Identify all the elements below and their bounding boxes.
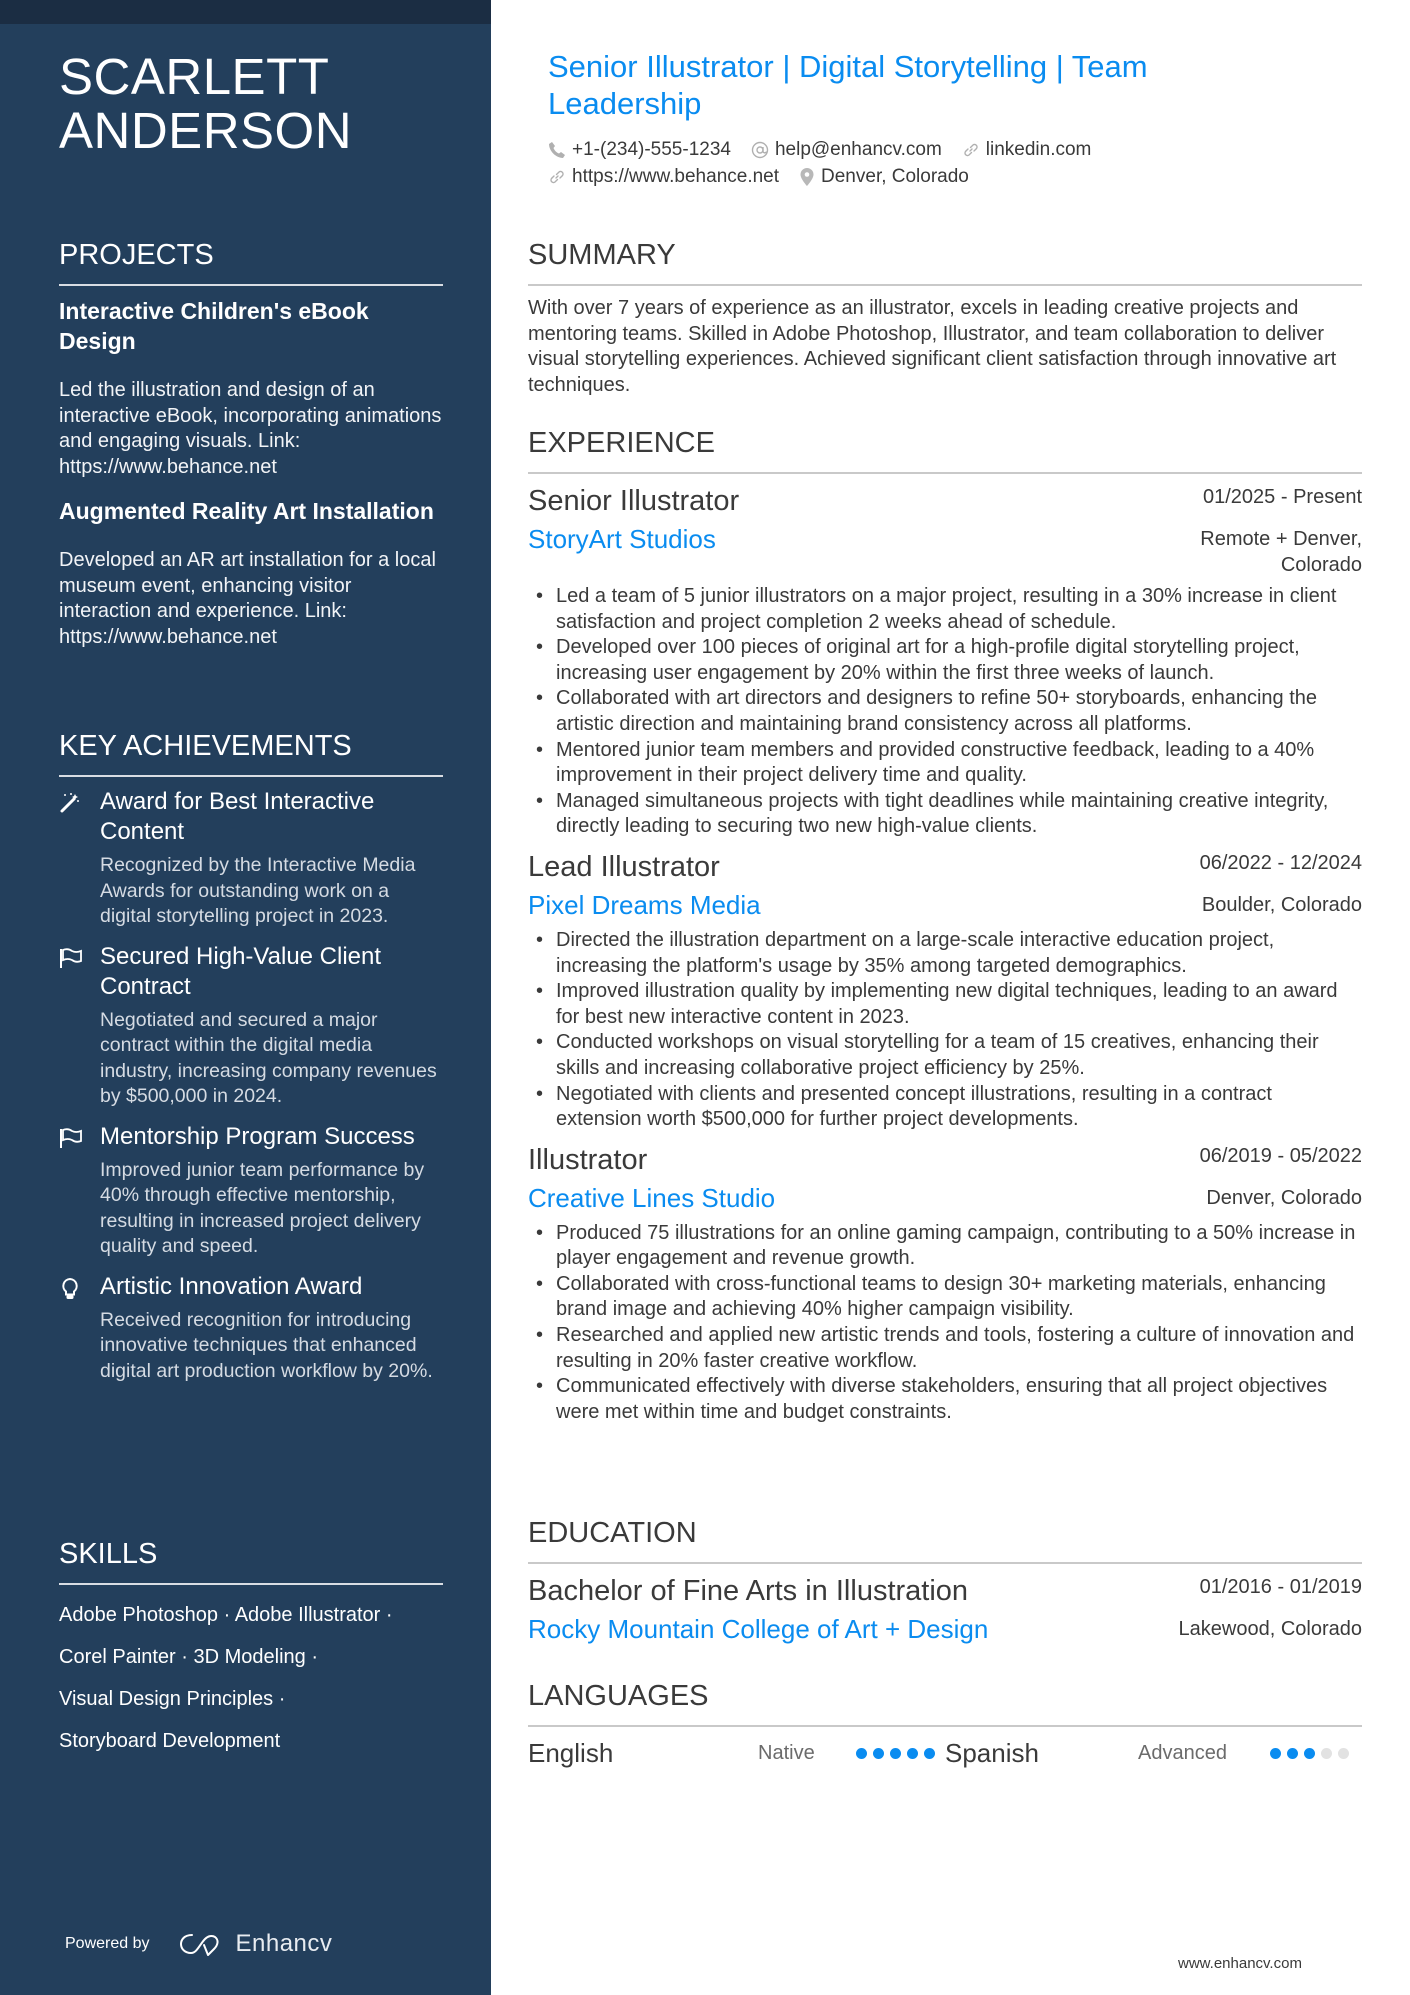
achievement-item	[59, 1272, 443, 1385]
sidebar	[0, 0, 491, 1995]
project-description: Developed an AR art installation for a local museum event, enhancing visitor interaction and experience. Link: https://www.behance.net	[59, 549, 436, 648]
dot-filled	[873, 1748, 884, 1759]
divider	[528, 1562, 1362, 1564]
achievement-item	[59, 787, 443, 930]
language-level: Native	[758, 1741, 815, 1764]
at-icon	[751, 141, 769, 159]
languages-section	[528, 1679, 1362, 1771]
job-title: Illustrator	[528, 1143, 648, 1176]
company-name: Pixel Dreams Media	[528, 889, 761, 920]
bullet-item: • Communicated effectively with diverse stakeholders, ensuring that all project objectives were met within time and budget constraints.	[528, 1374, 1362, 1425]
job-dates: 06/2022 - 12/2024	[1199, 851, 1362, 874]
project-item	[59, 296, 443, 480]
dot-filled	[890, 1748, 901, 1759]
dot-filled	[1304, 1748, 1315, 1759]
name-last: ANDERSON	[59, 102, 353, 159]
skills-line: Storyboard Development	[59, 1730, 281, 1752]
magic-wand-icon	[59, 787, 100, 930]
section-title-skills: SKILLS	[59, 1538, 158, 1570]
sidebar-top-band	[0, 0, 491, 24]
flag-icon	[59, 942, 100, 1110]
contact-location: Denver, Colorado	[799, 166, 969, 188]
achievement-description: Recognized by the Interactive Media Awards for outstanding work on a digital storytelling project in 2023.	[100, 854, 416, 927]
section-title-experience: EXPERIENCE	[528, 427, 715, 459]
achievements-section	[59, 729, 443, 1384]
enhancv-logo-icon	[178, 1931, 224, 1957]
section-title-achievements: KEY ACHIEVEMENTS	[59, 730, 352, 762]
proficiency-dots	[1270, 1748, 1355, 1759]
bullet-item: • Produced 75 illustrations for an online gaming campaign, contributing to a 50% increase in player engagement and revenue growth.	[528, 1221, 1362, 1272]
section-title-projects: PROJECTS	[59, 239, 214, 271]
lightbulb-icon	[59, 1272, 100, 1385]
name-first: SCARLETT	[59, 48, 330, 105]
divider	[528, 472, 1362, 474]
dot-filled	[907, 1748, 918, 1759]
proficiency-dots	[856, 1748, 941, 1759]
location-pin-icon	[799, 167, 815, 187]
bullet-item: • Improved illustration quality by implementing new digital techniques, leading to an award for best new interactive content in 2023.	[528, 979, 1362, 1030]
project-description: Led the illustration and design of an interactive eBook, incorporating animations and engaging visuals. Link: https://www.behance.net	[59, 379, 442, 478]
bullet-item: • Collaborated with art directors and designers to refine 50+ storyboards, enhancing the artistic direction and maintaining brand consistency across all platforms.	[528, 686, 1362, 737]
bullet-item: • Conducted workshops on visual storytelling for a team of 15 creatives, enhancing their skills and increasing collaborative project efficiency by 25%.	[528, 1030, 1362, 1081]
section-title-summary: SUMMARY	[528, 239, 676, 271]
job-location: Boulder, Colorado	[1201, 893, 1362, 916]
phone-icon	[548, 141, 566, 159]
contact-phone: +1-(234)-555-1234	[548, 139, 731, 161]
job-dates: 06/2019 - 05/2022	[1199, 1144, 1362, 1167]
contact-info	[548, 136, 1248, 190]
dot-empty	[1338, 1748, 1349, 1759]
job-bullets	[528, 928, 1362, 1133]
education-entry	[528, 1572, 1362, 1646]
job-entry	[528, 848, 1362, 1133]
contact-behance[interactable]: https://www.behance.net	[548, 166, 779, 188]
link-icon	[548, 168, 566, 186]
language-name: English	[528, 1737, 614, 1768]
achievement-title: Secured High-Value Client Contract	[100, 942, 382, 1000]
divider	[528, 284, 1362, 286]
contact-email[interactable]: help@enhancv.com	[751, 139, 942, 161]
candidate-name	[59, 50, 352, 158]
project-item	[59, 496, 443, 650]
job-entry	[528, 1141, 1362, 1426]
bullet-item: • Developed over 100 pieces of original art for a high-profile digital storytelling project, increasing user engagement by 20% within the first three weeks of launch.	[528, 635, 1362, 686]
divider	[59, 775, 443, 777]
summary-text: With over 7 years of experience as an illustrator, excels in leading creative projects and mentoring teams. Skilled in Adobe Photoshop, Illustrator, and team collaboration to deliver visual storytelling experiences. Achieved significant client satisfaction through innovative art techniques.	[528, 297, 1337, 396]
language-item	[945, 1738, 1362, 1769]
powered-by	[65, 1930, 332, 1958]
achievement-title: Award for Best Interactive Content	[100, 788, 375, 845]
enhancv-logo	[178, 1930, 333, 1958]
bullet-item: • Researched and applied new artistic trends and tools, fostering a culture of innovation and resulting in 20% faster creative workflow.	[528, 1323, 1362, 1374]
job-title: Senior Illustrator	[528, 485, 740, 517]
section-title-education: EDUCATION	[528, 1517, 697, 1549]
education-section	[528, 1516, 1362, 1646]
projects-section	[59, 238, 443, 650]
language-item	[528, 1738, 945, 1769]
headline: Senior Illustrator | Digital Storytelling | Team Leadership	[548, 49, 1148, 121]
experience-section	[528, 426, 1362, 1425]
job-bullets	[528, 584, 1362, 840]
summary-section	[528, 238, 1362, 398]
achievement-title: Mentorship Program Success	[100, 1122, 415, 1150]
contact-linkedin[interactable]: linkedin.com	[962, 139, 1092, 161]
job-title: Lead Illustrator	[528, 850, 720, 883]
divider	[528, 1725, 1362, 1727]
skills-section	[59, 1537, 443, 1753]
bullet-item: • Negotiated with clients and presented concept illustrations, resulting in a contract extension worth $500,000 for further project developments.	[528, 1082, 1362, 1133]
achievement-title: Artistic Innovation Award	[100, 1272, 363, 1300]
powered-by-label: Powered by	[65, 1935, 150, 1952]
company-name: StoryArt Studios	[528, 524, 716, 554]
skills-line: Visual Design Principles ·	[59, 1688, 286, 1710]
dot-filled	[856, 1748, 867, 1759]
bullet-item: • Led a team of 5 junior illustrators on a major project, resulting in a 30% increase in client satisfaction and project completion 2 weeks ahead of schedule.	[528, 584, 1362, 635]
job-location: Remote + Denver, Colorado	[1200, 528, 1362, 576]
job-entry	[528, 482, 1362, 840]
project-title: Interactive Children's eBook Design	[59, 298, 369, 354]
language-level: Advanced	[1138, 1741, 1227, 1764]
bullet-item: • Collaborated with cross-functional teams to design 30+ marketing materials, enhancing brand image and achieving 40% higher campaign visibility.	[528, 1272, 1362, 1323]
school-name: Rocky Mountain College of Art + Design	[528, 1614, 989, 1644]
degree: Bachelor of Fine Arts in Illustration	[528, 1575, 969, 1607]
achievement-description: Improved junior team performance by 40% through effective mentorship, resulting in increased project delivery quality and speed.	[100, 1158, 425, 1257]
job-dates: 01/2025 - Present	[1203, 486, 1362, 508]
job-location: Denver, Colorado	[1206, 1186, 1362, 1209]
divider	[59, 284, 443, 286]
bullet-item: • Mentored junior team members and provided constructive feedback, leading to a 40% improvement in their project delivery time and quality.	[528, 738, 1362, 789]
section-title-languages: LANGUAGES	[528, 1680, 709, 1712]
skills-line: Corel Painter · 3D Modeling ·	[59, 1646, 318, 1668]
dot-filled	[1287, 1748, 1298, 1759]
footer-url[interactable]: www.enhancv.com	[1178, 1955, 1302, 1972]
bullet-item: • Directed the illustration department on a large-scale interactive education project, increasing the platform's usage by 35% among targeted demographics.	[528, 928, 1362, 979]
achievement-description: Negotiated and secured a major contract within the digital media industry, increasing company revenues by $500,000 in 2024.	[100, 1008, 437, 1107]
link-icon	[962, 141, 980, 159]
skills-line: Adobe Photoshop · Adobe Illustrator ·	[59, 1604, 393, 1626]
achievement-item	[59, 942, 443, 1110]
language-name: Spanish	[945, 1737, 1039, 1768]
bullet-item: • Managed simultaneous projects with tight deadlines while maintaining creative integrity, directly leading to securing two new high-value clients.	[528, 789, 1362, 840]
divider	[59, 1583, 443, 1585]
dot-filled	[924, 1748, 935, 1759]
flag-icon	[59, 1122, 100, 1260]
project-title: Augmented Reality Art Installation	[59, 498, 434, 524]
dot-filled	[1270, 1748, 1281, 1759]
achievement-item	[59, 1122, 443, 1260]
education-dates: 01/2016 - 01/2019	[1199, 1576, 1362, 1598]
achievement-description: Received recognition for introducing innovative techniques that enhanced digital art production workflow by 20%.	[100, 1308, 433, 1382]
dot-empty	[1321, 1748, 1332, 1759]
school-location: Lakewood, Colorado	[1178, 1618, 1362, 1640]
brand-name: Enhancv	[235, 1930, 333, 1957]
company-name: Creative Lines Studio	[528, 1182, 776, 1213]
job-bullets	[528, 1221, 1362, 1426]
